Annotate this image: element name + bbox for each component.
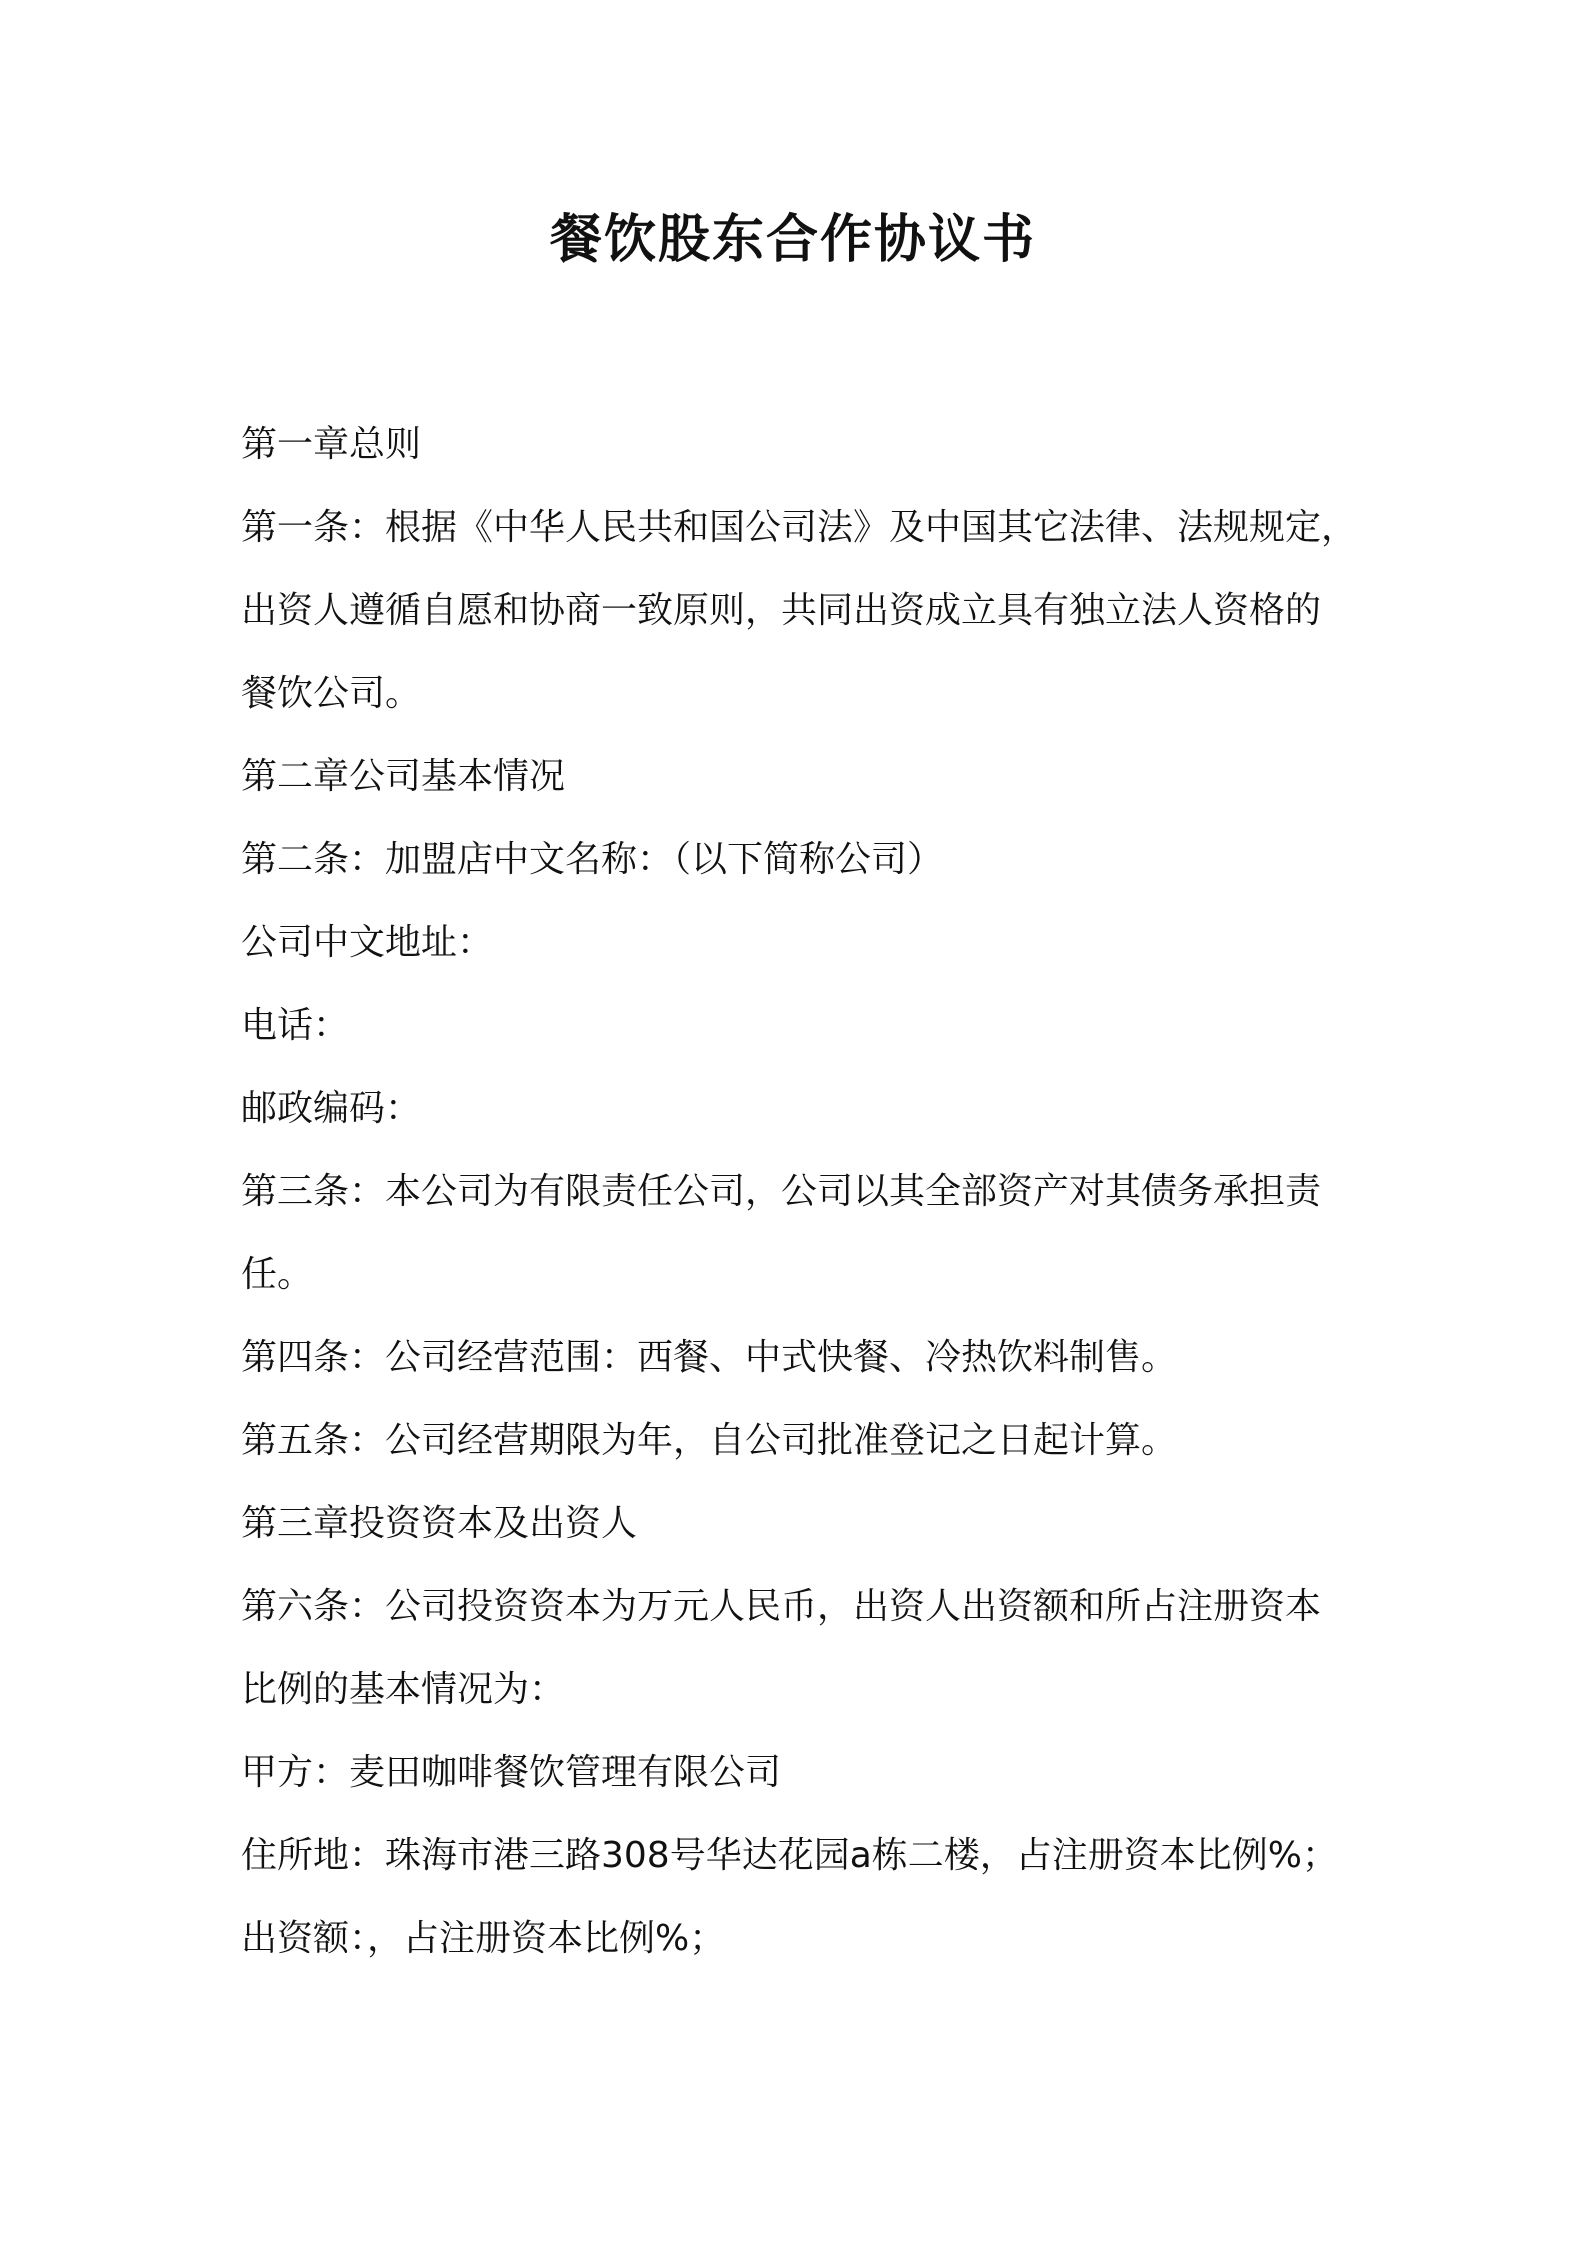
- document-body: [241, 403, 1361, 1980]
- article-3-line-1: 第三条：本公司为有限责任公司，公司以其全部资产对其债务承担责: [241, 1171, 1322, 1212]
- chapter-heading-1: 第一章总则: [241, 424, 422, 465]
- chapter-heading-2: 第二章公司基本情况: [241, 756, 566, 797]
- chapter-heading-3: 第三章投资资本及出资人: [241, 1503, 638, 1544]
- party-a: 甲方：麦田咖啡餐饮管理有限公司: [241, 1752, 782, 1793]
- postal-code-field: 邮政编码：: [241, 1088, 422, 1129]
- phone-field: 电话：: [241, 1005, 350, 1046]
- article-5: 第五条：公司经营期限为年，自公司批准登记之日起计算。: [241, 1420, 1178, 1461]
- document-title: 餐饮股东合作协议书: [549, 210, 1036, 270]
- company-address-field: 公司中文地址：: [241, 922, 494, 963]
- article-3-line-2: 任。: [241, 1254, 314, 1295]
- article-4: 第四条：公司经营范围：西餐、中式快餐、冷热饮料制售。: [241, 1337, 1178, 1378]
- article-6-line-2: 比例的基本情况为：: [241, 1669, 566, 1710]
- party-a-contribution: 出资额：，占注册资本比例%；: [241, 1918, 726, 1959]
- article-1-line-2: 出资人遵循自愿和协商一致原则，共同出资成立具有独立法人资格的: [241, 590, 1322, 631]
- article-2-name: 第二条：加盟店中文名称：（以下简称公司）: [241, 839, 944, 880]
- article-6-line-1: 第六条：公司投资资本为万元人民币，出资人出资额和所占注册资本: [241, 1586, 1322, 1627]
- article-1-line-1: 第一条：根据《中华人民共和国公司法》及中国其它法律、法规规定，: [241, 507, 1358, 548]
- party-a-address: 住所地：珠海市港三路308号华达花园a栋二楼，占注册资本比例%；: [241, 1835, 1338, 1876]
- article-1-line-3: 餐饮公司。: [241, 673, 422, 714]
